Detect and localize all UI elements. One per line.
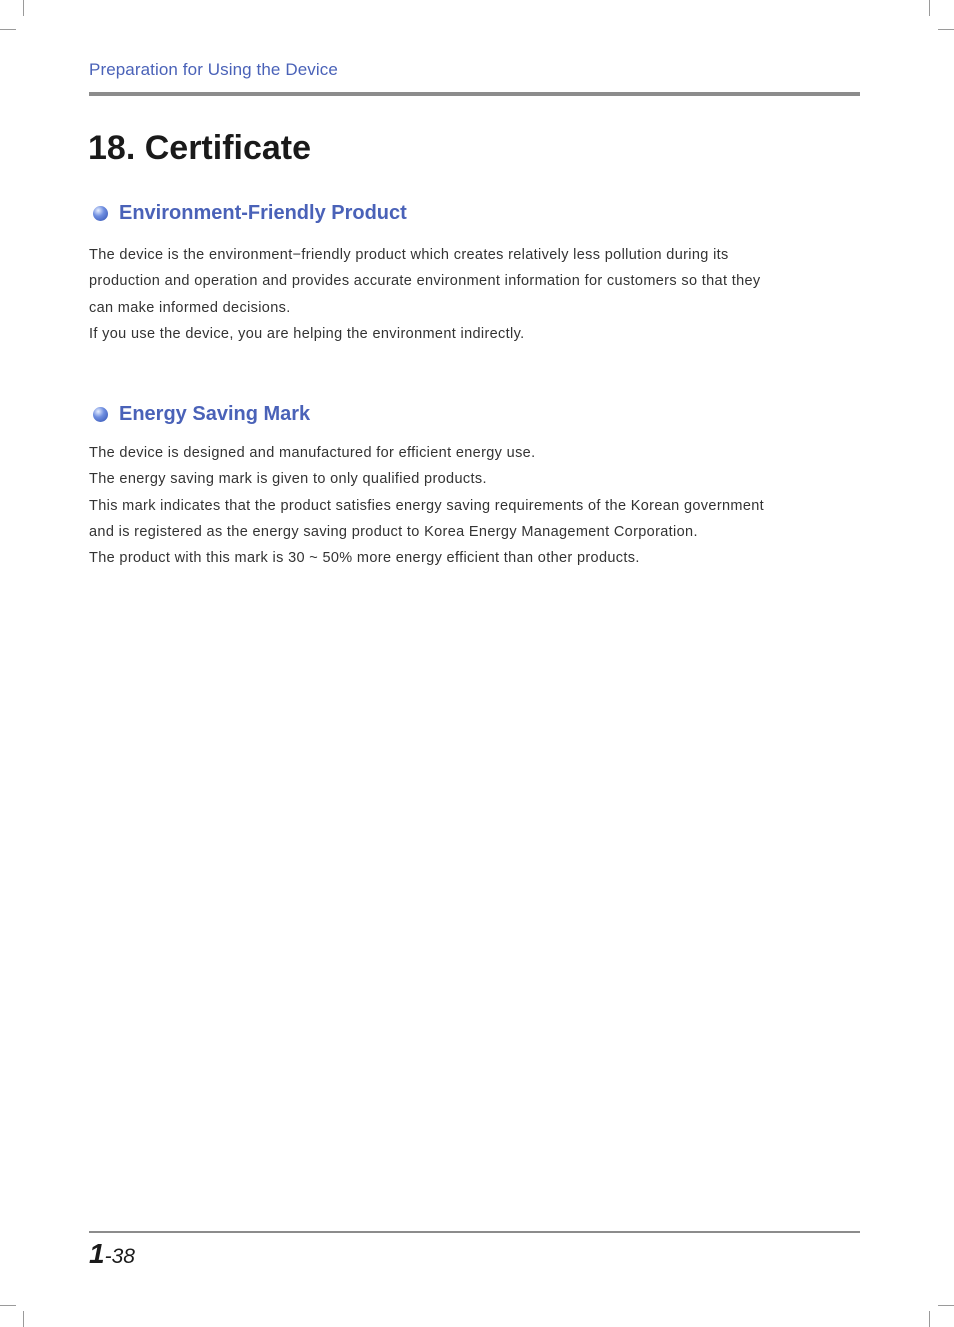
- header-rule: [89, 92, 860, 96]
- section-heading-text: Energy Saving Mark: [119, 403, 311, 425]
- running-header: Preparation for Using the Device: [89, 60, 338, 79]
- section-body-environment: [89, 242, 864, 347]
- title-dot: .: [125, 129, 136, 167]
- crop-mark: [938, 1305, 954, 1306]
- body-line: production and operation and provides accurate environment information for customers so that they: [89, 273, 761, 290]
- title-text: Certificate: [144, 129, 312, 167]
- page-index: -38: [104, 1245, 135, 1268]
- bullet-icon: [93, 206, 108, 221]
- footer-rule: [89, 1231, 860, 1233]
- crop-mark: [929, 1311, 930, 1327]
- section-heading-text: Environment-Friendly Product: [119, 202, 407, 224]
- section-body-energy: [89, 440, 864, 571]
- body-line: If you use the device, you are helping the environment indirectly.: [89, 325, 525, 342]
- crop-mark: [0, 1305, 16, 1306]
- chapter-number: 1: [89, 1238, 105, 1269]
- body-line: This mark indicates that the product satisfies energy saving requirements of the Korean government: [89, 497, 765, 514]
- title-number: 18: [88, 129, 126, 167]
- page-title: [88, 129, 311, 168]
- crop-mark: [929, 0, 930, 16]
- crop-mark: [23, 1311, 24, 1327]
- body-line: The product with this mark is 30 ~ 50% more energy efficient than other products.: [89, 550, 640, 567]
- section-heading-environment: [93, 202, 407, 225]
- body-line: The energy saving mark is given to only qualified products.: [89, 471, 487, 488]
- crop-mark: [0, 29, 16, 30]
- body-line: and is registered as the energy saving product to Korea Energy Management Corporation.: [89, 523, 698, 540]
- bullet-icon: [93, 407, 108, 422]
- body-line: can make informed decisions.: [89, 299, 291, 316]
- page-number: [89, 1238, 135, 1270]
- section-heading-energy: [93, 403, 310, 426]
- crop-mark: [938, 29, 954, 30]
- crop-mark: [23, 0, 24, 16]
- body-line: The device is designed and manufactured for efficient energy use.: [89, 445, 536, 461]
- body-line: The device is the environment−friendly product which creates relatively less pollution during its: [89, 247, 729, 263]
